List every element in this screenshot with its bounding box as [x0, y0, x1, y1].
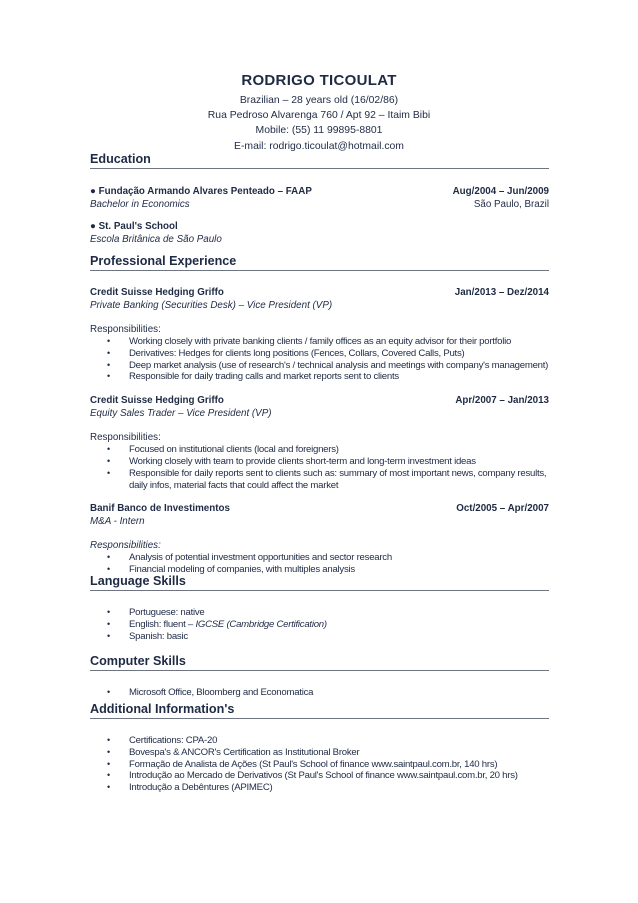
responsibility-list	[90, 552, 549, 576]
list-item: • English: fluent – IGCSE (Cambridge Certification)	[107, 618, 327, 630]
computer-list	[90, 687, 549, 699]
bullet: •	[107, 746, 110, 757]
bullet: •	[107, 564, 110, 575]
job-header	[90, 286, 549, 299]
mobile: Mobile: (55) 11 99895-8801	[255, 125, 383, 137]
school-row	[90, 220, 549, 233]
job-role: Private Banking (Securities Desk) – Vice President (VP)	[90, 300, 333, 311]
school-date: Aug/2004 – Jun/2009	[452, 186, 549, 197]
list-item: • Introdução ao Mercado de Derivativos (St Paul's School of finance www.saintpaul.com.br, 20 hrs)	[107, 770, 518, 782]
list-item: • Focused on institutional clients (local and foreigners)	[107, 444, 339, 456]
section-title: Education	[90, 152, 549, 169]
bullet: •	[107, 455, 110, 466]
list-item: • Introdução a Debêntures (APIMEC)	[107, 782, 273, 794]
section-title: Professional Experience	[90, 254, 549, 271]
bullet: •	[107, 770, 110, 781]
list-item: • Formação de Analista de Ações (St Paul's School of finance www.saintpaul.com.br, 140 hrs)	[107, 758, 498, 770]
bullet: •	[107, 371, 110, 382]
company: Credit Suisse Hedging Griffo	[90, 395, 224, 407]
section-title: Computer Skills	[90, 654, 549, 671]
email: E-mail: rodrigo.ticoulat@hotmail.com	[234, 140, 404, 152]
bullet: •	[107, 359, 110, 370]
list-item: • Responsible for daily trading calls and market reports sent to clients	[107, 371, 399, 383]
job-date: Apr/2007 – Jan/2013	[455, 395, 549, 407]
list-item: • Portuguese: native	[107, 607, 205, 618]
school-row	[90, 185, 549, 198]
bullet: •	[107, 758, 110, 769]
bullet: •	[107, 336, 110, 346]
address: Rua Pedroso Alvarenga 760 / Apt 92 – Itaim Bibi	[207, 110, 431, 122]
list-item: • Responsible for daily reports sent to clients such as: summary of most important news, company results, daily infos, material facts that could affect the market	[107, 467, 547, 491]
job-date: Jan/2013 – Dez/2014	[454, 287, 549, 298]
bullet: •	[107, 444, 110, 455]
bullet: •	[107, 735, 110, 745]
language-list	[90, 607, 549, 642]
additional-list	[90, 735, 549, 794]
bullet: •	[107, 782, 110, 793]
list-item: • Certifications: CPA-20	[107, 735, 218, 746]
language-section	[90, 574, 549, 642]
job-role: Equity Sales Trader – Vice President (VP)	[90, 408, 272, 420]
bullet: •	[107, 347, 110, 358]
english-certification: IGCSE (Cambridge Certification)	[195, 618, 327, 630]
bullet: •	[107, 618, 110, 629]
job-header	[90, 394, 549, 407]
school-name: ● Fundação Armando Alvares Penteado – FAAP	[90, 186, 312, 197]
job-entry	[90, 502, 549, 576]
responsibility-list	[90, 444, 549, 491]
computer-section	[90, 654, 549, 699]
section-title: Additional Information's	[90, 702, 549, 719]
list-item: • Working closely with team to provide clients short-term and long-term investment ideas	[107, 455, 476, 467]
education-section	[90, 152, 549, 246]
bullet: •	[107, 630, 110, 641]
nationality-age: Brazilian – 28 years old (16/02/86)	[239, 95, 399, 106]
list-item: • Derivatives: Hedges for clients long positions (Fences, Collars, Covered Calls, Puts)	[107, 347, 465, 359]
job-role: M&A - Intern	[90, 516, 145, 528]
section-title: Language Skills	[90, 574, 549, 591]
bullet: •	[107, 607, 110, 617]
experience-section	[90, 254, 549, 576]
job-header	[90, 502, 549, 515]
bullet: •	[107, 687, 110, 697]
list-item: • Working closely with private banking clients / family offices as an equity advisor for their portfolio	[107, 336, 512, 347]
list-item: • Spanish: basic	[107, 630, 188, 642]
degree: Bachelor in Economics	[90, 199, 190, 210]
responsibilities-label: Responsibilities:	[90, 432, 161, 444]
degree: Escola Britânica de São Paulo	[90, 234, 222, 245]
school-details	[90, 233, 549, 246]
bullet: •	[107, 467, 110, 478]
responsibilities-label: Responsibilities:	[90, 540, 161, 552]
responsibility-list	[90, 336, 549, 383]
bullet: •	[107, 552, 110, 563]
candidate-name: RODRIGO TICOULAT	[241, 72, 397, 89]
list-item: • Analysis of potential investment opportunities and sector research	[107, 552, 392, 564]
company: Credit Suisse Hedging Griffo	[90, 287, 224, 298]
school-name: ● St. Paul's School	[90, 221, 178, 232]
list-item: • Deep market analysis (use of research's / technical analysis and meetings with company's management)	[107, 359, 549, 371]
job-date: Oct/2005 – Apr/2007	[456, 503, 549, 515]
additional-section	[90, 702, 549, 794]
list-item: • Microsoft Office, Bloomberg and Economatica	[107, 687, 314, 698]
job-entry	[90, 286, 549, 383]
responsibilities-label: Responsibilities:	[90, 324, 161, 335]
list-item: • Financial modeling of companies, with multiples analysis	[107, 564, 355, 576]
job-entry	[90, 394, 549, 491]
school-details	[90, 198, 549, 211]
company: Banif Banco de Investimentos	[90, 503, 230, 515]
resume-header	[0, 72, 638, 154]
list-item: • Bovespa's & ANCOR's Certification as Institutional Broker	[107, 746, 360, 758]
school-location: São Paulo, Brazil	[473, 199, 549, 210]
